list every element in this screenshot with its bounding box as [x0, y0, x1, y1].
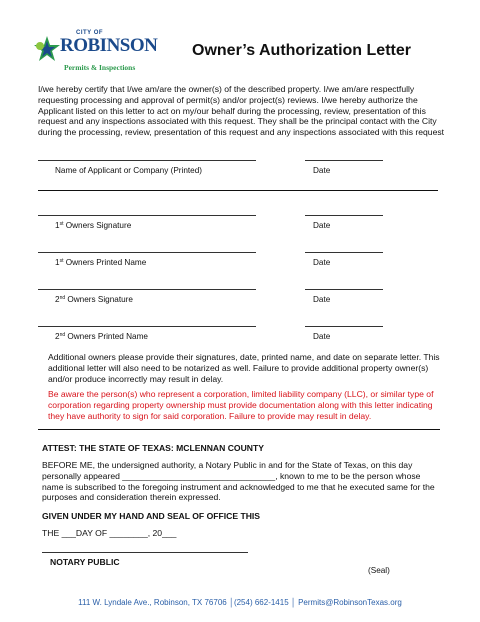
- signature-line[interactable]: [38, 252, 256, 253]
- section-divider: [38, 429, 440, 430]
- logo-subtitle: Permits & Inspections: [64, 63, 136, 72]
- owner1-printed-name-label: 1st Owners Printed Name: [55, 258, 147, 267]
- page-title: Owner’s Authorization Letter: [192, 42, 411, 59]
- notary-public-label: NOTARY PUBLIC: [50, 557, 120, 567]
- date-line[interactable]: [305, 160, 383, 161]
- owner2-printed-name-label: 2nd Owners Printed Name: [55, 332, 148, 341]
- logo-city-of: CITY OF: [76, 30, 104, 36]
- day-line: THE ___DAY OF ________, 20___: [42, 528, 177, 538]
- date-label: Date: [313, 295, 331, 304]
- footer-contact: 111 W. Lyndale Ave., Robinson, TX 76706 │(254) 662-1415 │ Permits@RobinsonTexas.org: [78, 598, 402, 607]
- given-heading: GIVEN UNDER MY HAND AND SEAL OF OFFICE THIS: [42, 511, 261, 521]
- date-line[interactable]: [305, 289, 383, 290]
- signature-line[interactable]: [38, 289, 256, 290]
- applicant-name-label: Name of Applicant or Company (Printed): [55, 166, 202, 175]
- intro-paragraph: I/we hereby certify that I/we am/are the owner(s) of the described property. I/we am/are respectfully requesting processing and approval of permit(s) and/or project(s) reviews. I/we hereby authorize the Applicant listed on this letter to act on my/our behalf during the processing, review, presentation of this request and any inspections associated with this request. They shall be the principal contact with the City during the processing, review, presentation of this request and any inspections associated with this request: [38, 84, 445, 138]
- date-label: Date: [313, 332, 331, 341]
- date-label: Date: [313, 258, 331, 267]
- logo-name: ROBINSON: [60, 35, 158, 56]
- additional-owners-note: Additional owners please provide their signatures, date, printed name, and date on separate letter. This additional letter will also need to be notarized as well. Failure to provide additional property owner(s) and/or produce incorrectly may result in delay.: [48, 352, 440, 384]
- signature-line[interactable]: [38, 215, 256, 216]
- date-label: Date: [313, 166, 331, 175]
- corporation-warning: Be aware the person(s) who represent a corporation, limited liability company (LLC), or similar type of corporation regarding property ownership must provide documentation along with this letter indicating they have authority to sign for said corporation. Failure to provide may result in delay.: [48, 389, 434, 421]
- attest-heading: ATTEST: THE STATE OF TEXAS: MCLENNAN COUNTY: [42, 443, 264, 453]
- date-label: Date: [313, 221, 331, 230]
- date-line[interactable]: [305, 252, 383, 253]
- star-logo-icon: [32, 34, 62, 64]
- section-divider: [38, 190, 438, 191]
- owner2-signature-label: 2nd Owners Signature: [55, 295, 133, 304]
- signature-line[interactable]: [38, 326, 256, 327]
- signature-line[interactable]: [38, 160, 256, 161]
- seal-label: (Seal): [368, 566, 390, 575]
- notary-signature-line[interactable]: [42, 552, 248, 553]
- notary-paragraph: BEFORE ME, the undersigned authority, a Notary Public in and for the State of Texas, on this day personally appeared ________________________________, known to me to be the person whose name is subscribed to the foregoing instrument and acknowledged to me that he executed same for the purposes and consideration therein expressed.: [42, 460, 435, 503]
- owner1-signature-label: 1st Owners Signature: [55, 221, 132, 230]
- city-logo: [32, 30, 162, 76]
- date-line[interactable]: [305, 326, 383, 327]
- date-line[interactable]: [305, 215, 383, 216]
